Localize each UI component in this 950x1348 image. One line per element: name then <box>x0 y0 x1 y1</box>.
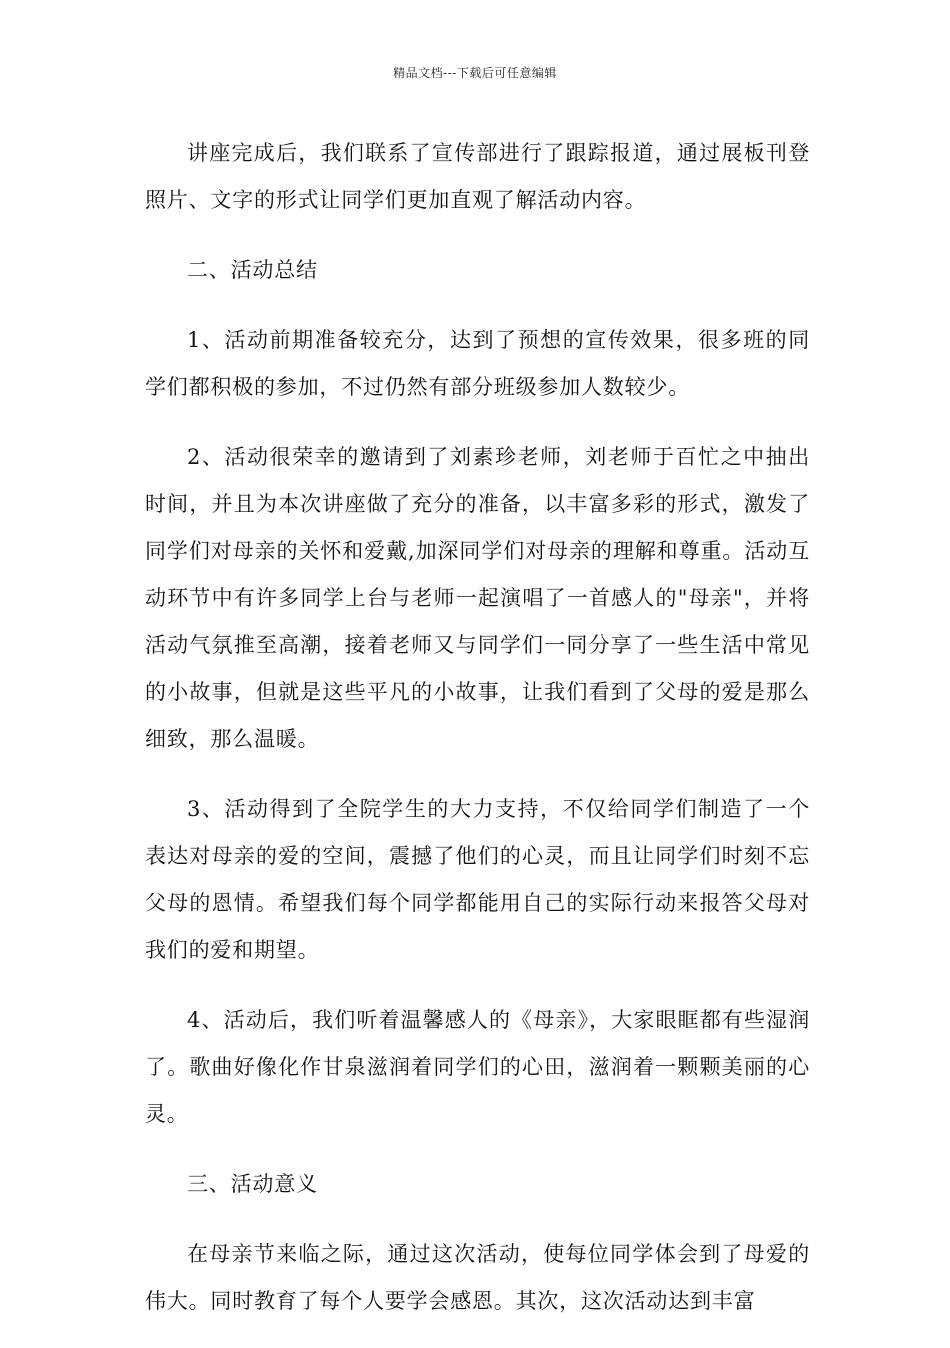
paragraph-significance: 在母亲节来临之际，通过这次活动，使每位同学体会到了母爱的伟大。同时教育了每个人要学会感恩。其次，这次活动达到丰富 <box>145 1242 810 1313</box>
section-heading-summary: 二、活动总结 <box>187 258 318 282</box>
section-heading-significance: 三、活动意义 <box>187 1172 318 1196</box>
paragraph-summary-4: 4、活动后，我们听着温馨感人的《母亲》，大家眼眶都有些湿润了。歌曲好像化作甘泉滋润着同学们的心田，滋润着一颗颗美丽的心灵。 <box>145 1008 810 1126</box>
paragraph-summary-2: 2、活动很荣幸的邀请到了刘素珍老师，刘老师于百忙之中抽出时间，并且为本次讲座做了充分的准备，以丰富多彩的形式，激发了同学们对母亲的关怀和爱戴,加深同学们对母亲的理解和尊重。活动互动环节中有许多同学上台与老师一起演唱了一首感人的"母亲"，并将活动气氛推至高潮，接着老师又与同学们一同分享了一些生活中常见的小故事，但就是这些平凡的小故事，让我们看到了父母的爱是那么细致，那么温暖。 <box>145 445 810 751</box>
paragraph-summary-1: 1、活动前期准备较充分，达到了预想的宣传效果，很多班的同学们都积极的参加，不过仍然有部分班级参加人数较少。 <box>145 328 810 399</box>
document-body <box>145 130 810 1348</box>
paragraph-summary-3: 3、活动得到了全院学生的大力支持，不仅给同学们制造了一个表达对母亲的爱的空间，震撼了他们的心灵，而且让同学们时刻不忘父母的恩情。希望我们每个同学都能用自己的实际行动来报答父母对我们的爱和期望。 <box>145 797 810 962</box>
page-header: 精品文档---下载后可任意编辑 <box>393 66 557 80</box>
paragraph-report-followup: 讲座完成后，我们联系了宣传部进行了跟踪报道，通过展板刊登照片、文字的形式让同学们更加直观了解活动内容。 <box>145 141 810 212</box>
